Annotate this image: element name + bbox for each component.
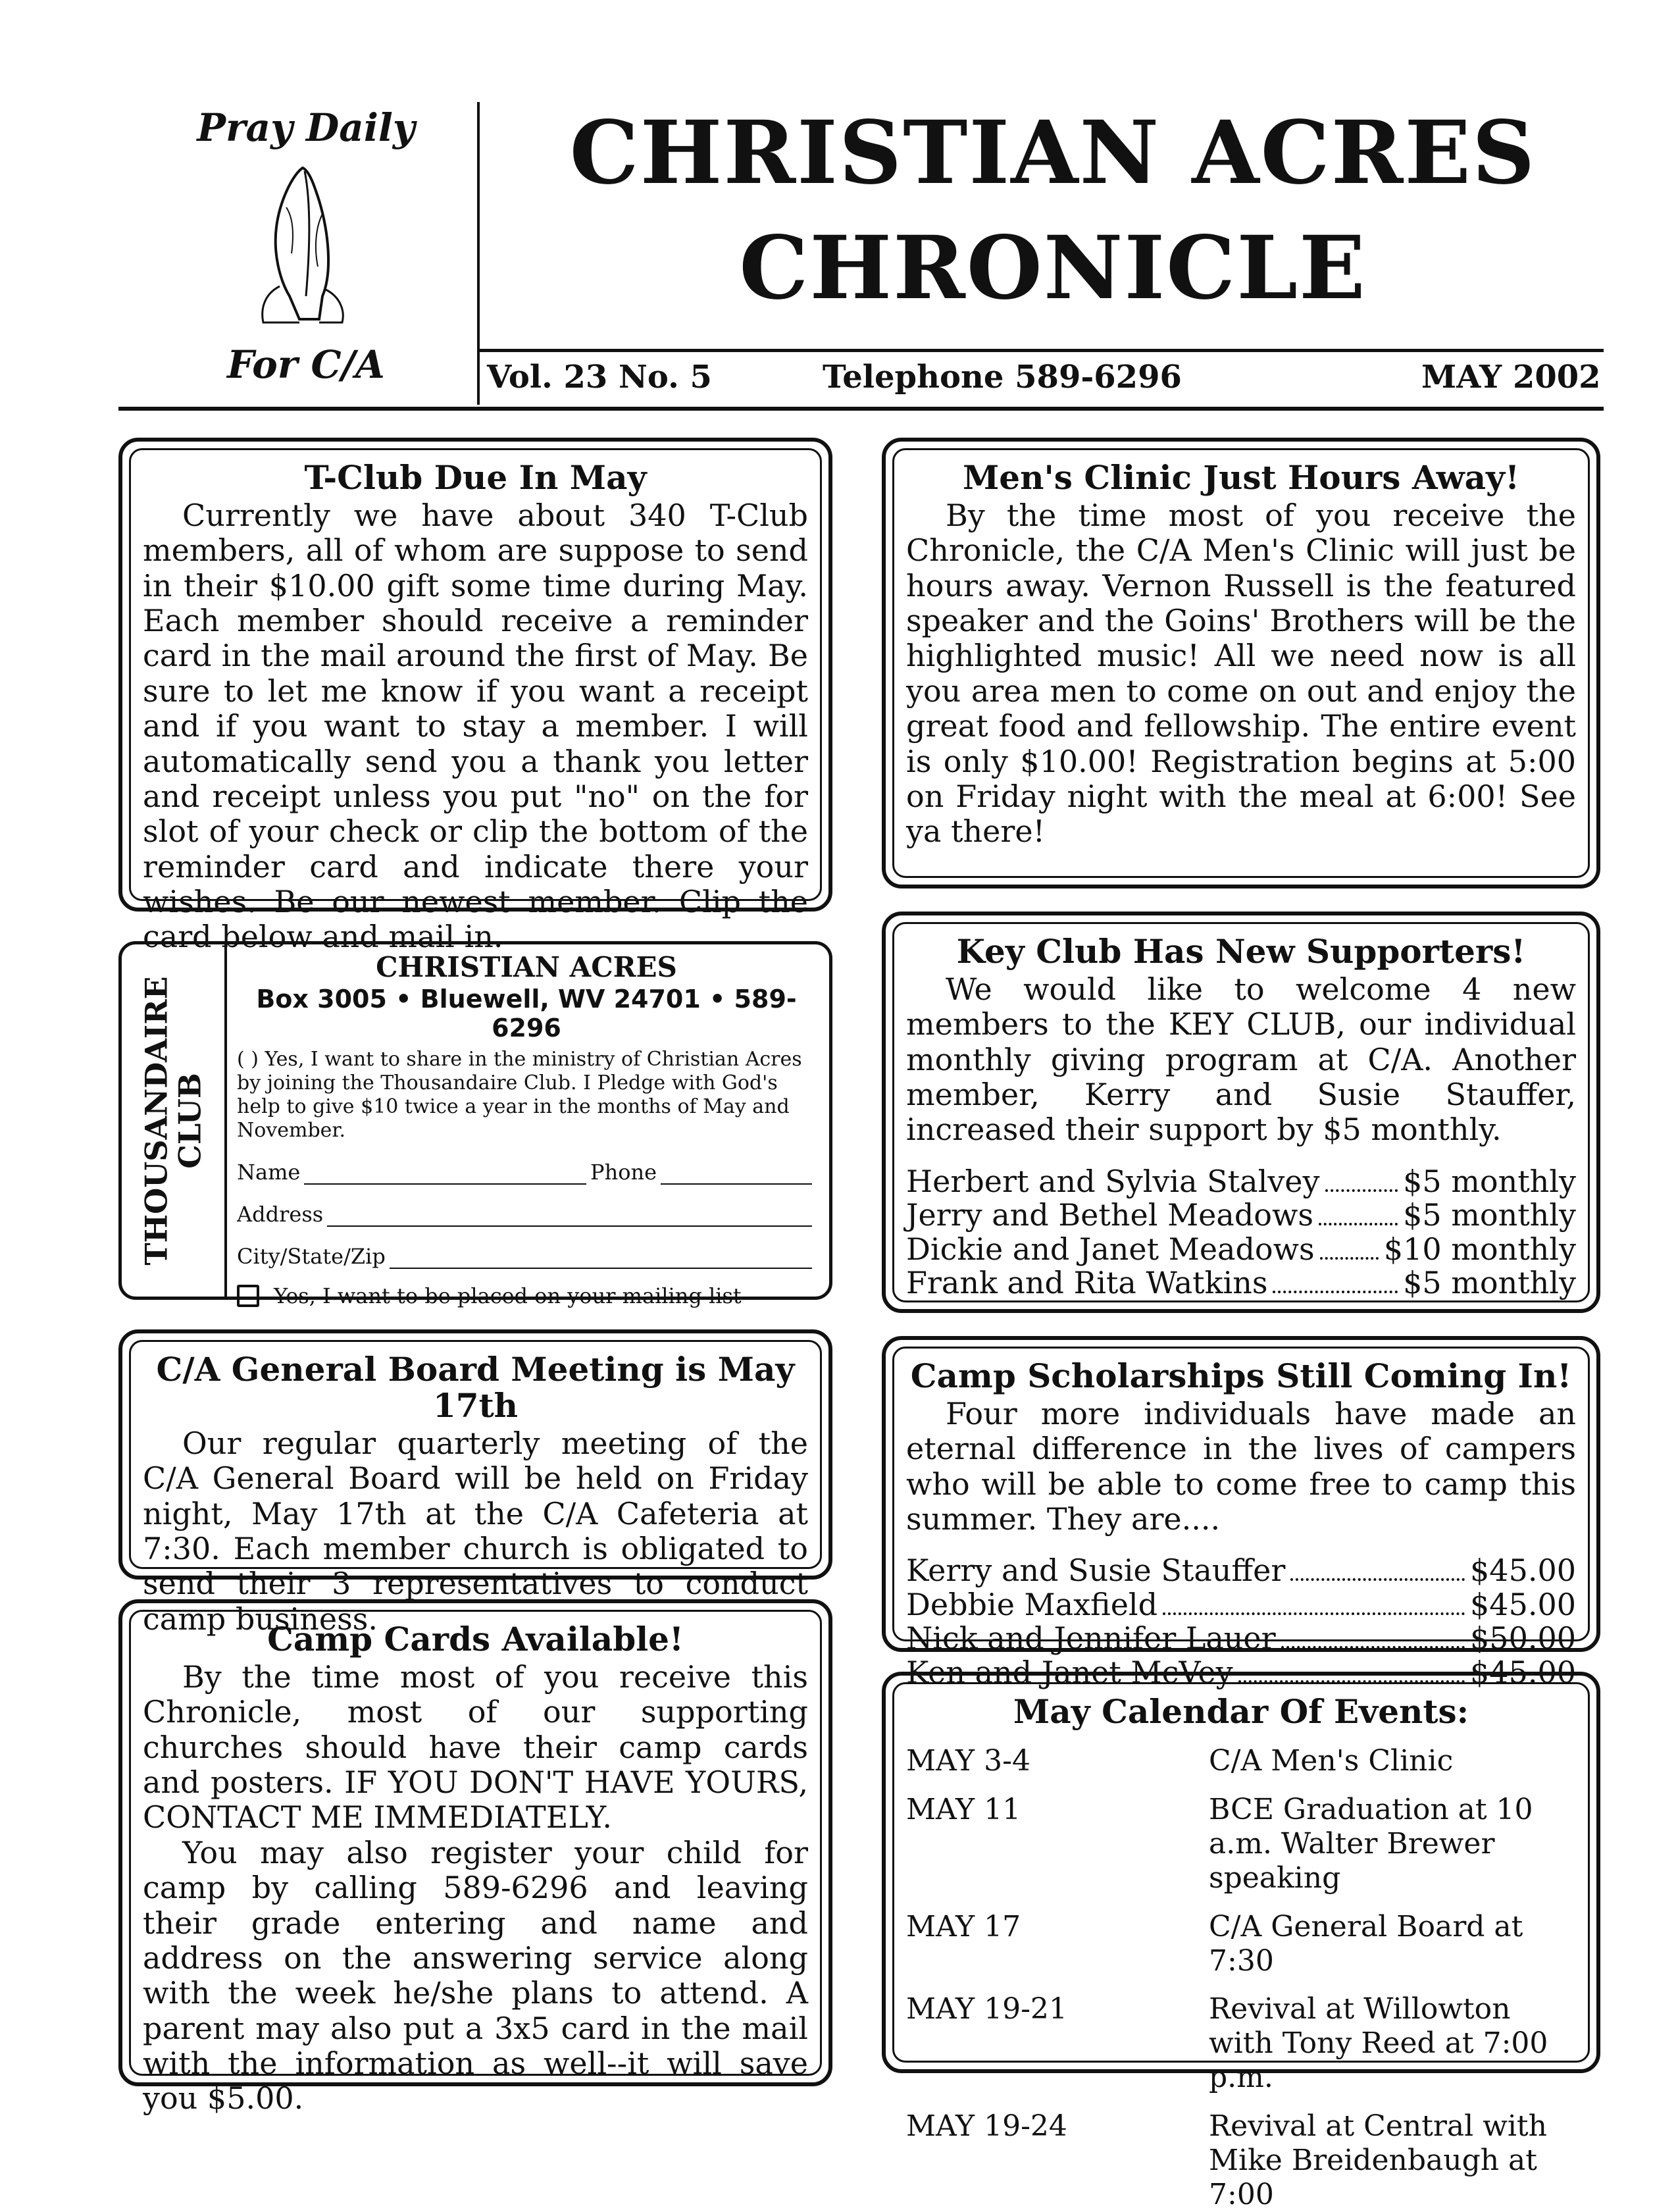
key-club-supporter-list xyxy=(906,1165,1576,1300)
pray-daily-emblem xyxy=(151,99,461,401)
coupon-pledge: ( ) Yes, I want to share in the ministry of Christian Acres by joining the Thousandaire Club. I Pledge with God's help to give $10 twice a year in the months of May and November. xyxy=(237,1048,802,1142)
mens-clinic-title: Men's Clinic Just Hours Away! xyxy=(962,458,1520,497)
mailing-list-checkbox[interactable] xyxy=(237,1285,259,1307)
name-label: Name xyxy=(237,1160,301,1185)
list-item: Dickie and Janet Meadows $10 monthly xyxy=(906,1231,1576,1267)
coupon-side-line2: CLUB xyxy=(172,1072,207,1169)
general-board-body: Our regular quarterly meeting of the C/A General Board will be held on Friday night, May 17th at the C/A Cafeteria at 7:30. Each member church is obligated to send their 3 representatives to conduct camp business. xyxy=(143,1426,808,1637)
camp-cards-title: Camp Cards Available! xyxy=(267,1620,684,1659)
coupon-side-label xyxy=(122,944,227,1297)
key-club-article xyxy=(882,912,1600,1313)
coupon-address: Box 3005 • Bluewell, WV 24701 • 589-6296 xyxy=(256,985,797,1042)
mens-clinic-article xyxy=(882,438,1600,888)
scholarships-title: Camp Scholarships Still Coming In! xyxy=(910,1356,1572,1395)
name-phone-row xyxy=(237,1160,816,1185)
list-item: Nick and Jennifer Lauer $50.00 xyxy=(906,1620,1576,1657)
mailing-list-row xyxy=(237,1283,816,1308)
address-label: Address xyxy=(237,1202,324,1227)
list-item: Jerry and Bethel Meadows $5 monthly xyxy=(906,1197,1576,1233)
phone-label: Phone xyxy=(590,1160,657,1185)
calendar-title: May Calendar Of Events: xyxy=(1013,1692,1469,1731)
scholarships-article xyxy=(882,1336,1600,1690)
coupon-title: CHRISTIAN ACRES xyxy=(376,951,677,983)
masthead-bottom-rule xyxy=(118,407,1604,411)
calendar-row: MAY 3-4 C/A Men's Clinic xyxy=(906,1744,1454,1778)
telephone: Telephone 589-6296 xyxy=(823,359,1182,396)
list-item: Ken and Janet McVey $45.00 xyxy=(906,1654,1576,1690)
newsletter-title-line2: CHRONICLE xyxy=(739,217,1367,319)
phone-field[interactable] xyxy=(661,1169,812,1185)
camp-cards-paragraph-2: You may also register your child for camp by calling 589-6296 and leaving their grade entering and name and address on the answering service along with the week he/she plans to attend. A parent may also put a 3x5 card in the mail with the information as well--it will save you $5.00. xyxy=(143,1834,808,2117)
masthead-divider xyxy=(477,102,480,405)
tclub-title: T-Club Due In May xyxy=(304,458,647,497)
city-field[interactable] xyxy=(390,1253,812,1269)
tclub-body: Currently we have about 340 T-Club members, all of whom are suppose to send in their $10.00 gift some time during May. Each member should receive a reminder card in the mail around the first of May. Be sure to let me know if you want a receipt and if you want to stay a member. I will automatically send you a thank you letter and receipt unless you put "no" on the for slot of your check or clip the bottom of the reminder card and indicate there your wishes. Be our newest member. Clip the card below and mail in. xyxy=(143,498,808,955)
general-board-article xyxy=(118,1329,832,1637)
city-label: City/State/Zip xyxy=(237,1244,386,1269)
masthead-rule xyxy=(478,349,1604,352)
newsletter-title-line1: CHRISTIAN ACRES xyxy=(569,102,1537,204)
address-row xyxy=(237,1202,816,1227)
city-row xyxy=(237,1244,816,1269)
list-item: Debbie Maxfield $45.00 xyxy=(906,1586,1576,1622)
key-club-body: We would like to welcome 4 new members to the KEY CLUB, our individual monthly giving program at C/A. Another member, Kerry and Susie Stauffer, increased their support by $5 monthly. xyxy=(906,971,1576,1148)
key-club-title: Key Club Has New Supporters! xyxy=(956,932,1526,971)
list-item: Frank and Rita Watkins $5 monthly xyxy=(906,1265,1576,1301)
list-item: Herbert and Sylvia Stalvey $5 monthly xyxy=(906,1163,1576,1199)
calendar-row: MAY 19-21 Revival at Willowton with Tony Reed at 7:00 p.m. xyxy=(906,1992,1548,2095)
calendar-row: MAY 19-24 Revival at Central with Mike Breidenbaugh at 7:00 xyxy=(906,2109,1547,2211)
issue-date: MAY 2002 xyxy=(1421,359,1601,396)
volume-number: Vol. 23 No. 5 xyxy=(487,359,712,396)
name-field[interactable] xyxy=(304,1169,586,1185)
calendar-row: MAY 17 C/A General Board at 7:30 xyxy=(906,1909,1523,1978)
list-item: Kerry and Susie Stauffer $45.00 xyxy=(906,1553,1576,1589)
mailing-list-label: Yes, I want to be placed on your mailing list xyxy=(274,1283,742,1308)
general-board-title: C/A General Board Meeting is May 17th xyxy=(156,1350,795,1425)
calendar-row: MAY 11 BCE Graduation at 10 a.m. Walter Brewer speaking xyxy=(906,1792,1533,1895)
calendar-of-events xyxy=(882,1672,1600,2211)
tclub-article xyxy=(118,438,832,955)
for-ca-text: For C/A xyxy=(227,342,385,387)
pray-daily-text: Pray Daily xyxy=(197,105,415,150)
scholarship-donor-list xyxy=(906,1554,1576,1689)
mens-clinic-body: By the time most of you receive the Chronicle, the C/A Men's Clinic will just be hours away. Vernon Russell is the featured speaker and the Goins' Brothers will be the highlighted music! All we need now is all you area men to come on out and enjoy the great food and fellowship. The entire event is only $10.00! Registration begins at 5:00 on Friday night with the meal at 6:00! See ya there! xyxy=(906,498,1576,850)
scholarships-body: Four more individuals have made an eternal difference in the lives of campers who will be able to come free to camp this summer. They are.... xyxy=(906,1396,1576,1537)
thousandaire-coupon xyxy=(118,941,832,1308)
praying-hands-icon xyxy=(240,155,372,332)
camp-cards-article xyxy=(118,1599,832,2117)
camp-cards-paragraph-1: By the time most of you receive this Chronicle, most of our supporting churches should have their camp cards and posters. IF YOU DON'T HAVE YOURS, CONTACT ME IMMEDIATELY. xyxy=(143,1659,808,1836)
coupon-side-line1: THOUSANDAIRE xyxy=(138,975,174,1266)
address-field[interactable] xyxy=(327,1211,812,1227)
